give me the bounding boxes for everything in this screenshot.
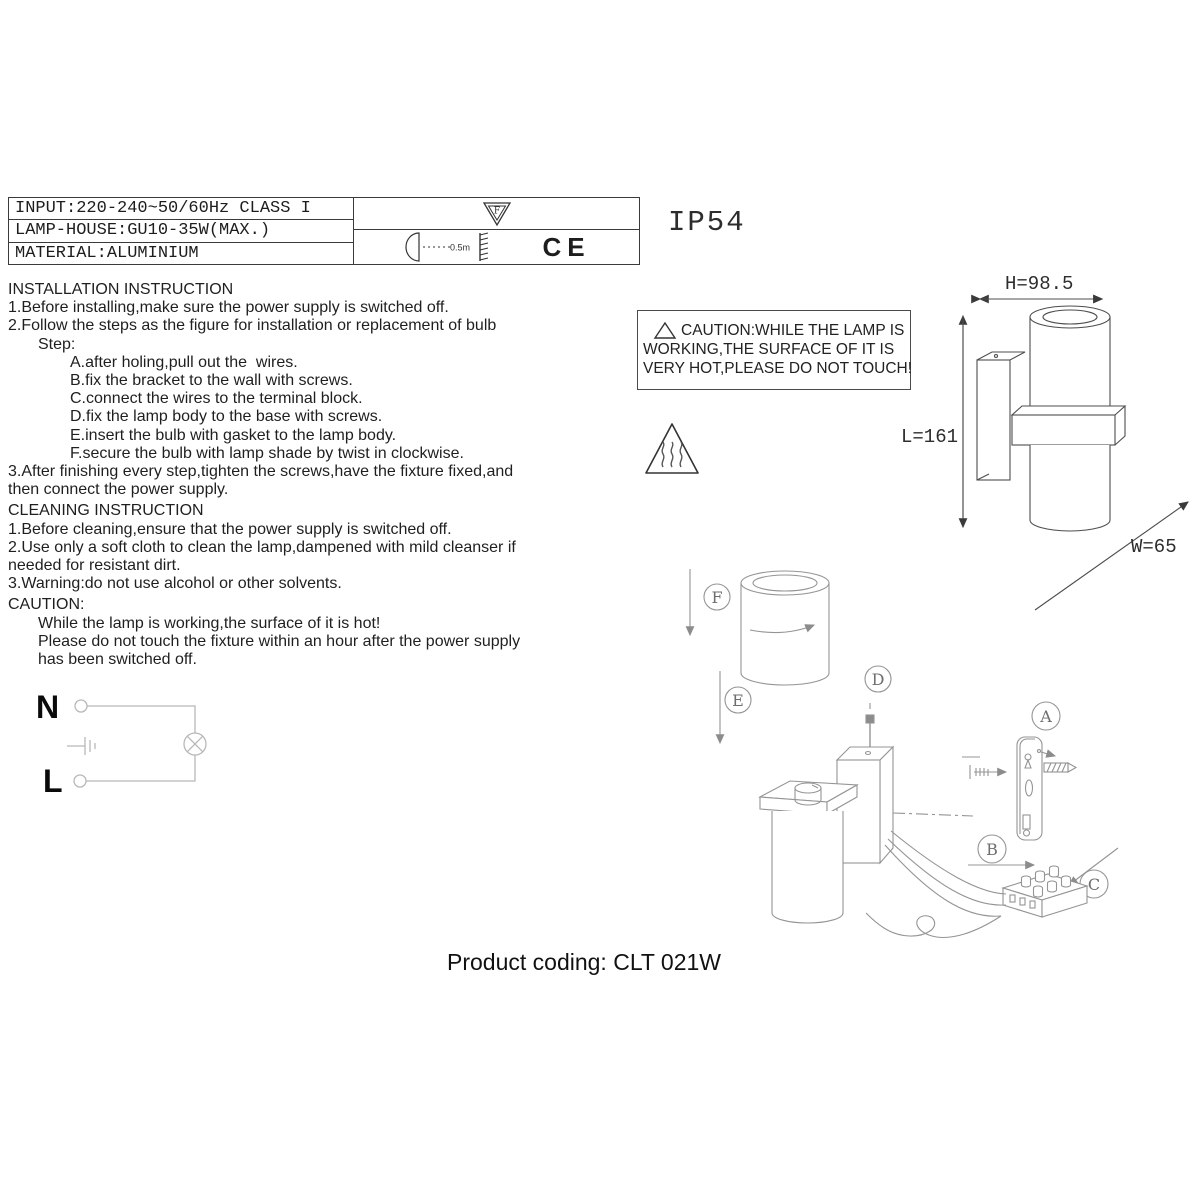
installation-title: INSTALLATION INSTRUCTION xyxy=(8,281,234,298)
instruction-line: 1.Before installing,make sure the power supply is switched off. xyxy=(8,299,449,317)
product-coding: Product coding: CLT 021W xyxy=(447,949,722,975)
lamp-body xyxy=(772,811,843,923)
ip-rating: IP54 xyxy=(668,206,746,239)
spec-cell-marks xyxy=(354,230,639,264)
exploded-assembly-diagram xyxy=(640,545,1200,960)
lamp-cylinder-top xyxy=(1030,306,1110,328)
wires xyxy=(866,831,1006,937)
instruction-line: C.connect the wires to the terminal block. xyxy=(70,390,363,408)
cleaning-title: CLEANING INSTRUCTION xyxy=(8,502,204,520)
f-mark-icon xyxy=(481,200,513,227)
terminal-block xyxy=(1003,866,1087,917)
spec-row-lamp-house xyxy=(9,220,353,242)
warning-triangle-icon xyxy=(654,321,676,340)
step-f-label: F xyxy=(711,588,723,607)
spec-row-input xyxy=(9,198,353,220)
dim-width: W=65 xyxy=(1131,536,1177,558)
instruction-line: Please do not touch the fixture within an hour after the power supply xyxy=(38,632,521,650)
instruction-line: D.fix the lamp body to the base with screws. xyxy=(70,408,383,426)
step-e-label: E xyxy=(732,691,744,710)
instruction-line: A.after holing,pull out the wires. xyxy=(70,353,298,371)
caution-box-line: CAUTION:WHILE THE LAMP IS xyxy=(638,321,910,340)
instructions-block xyxy=(8,281,658,669)
instruction-line: Step: xyxy=(38,335,76,353)
caution-box-line: WORKING,THE SURFACE OF IT IS xyxy=(643,341,895,358)
spec-material-value: MATERIAL:ALUMINIUM xyxy=(15,243,199,263)
bracket-band xyxy=(1012,415,1115,445)
instruction-line: 3.Warning:do not use alcohol or other solvents. xyxy=(8,575,342,593)
instruction-line: has been switched off. xyxy=(38,651,197,669)
instruction-line: needed for resistant dirt. xyxy=(8,557,181,575)
ce-mark-icon: CE xyxy=(542,231,591,262)
svg-text:0.5m: 0.5m xyxy=(450,242,471,253)
spec-table-right-column xyxy=(354,198,639,264)
svg-text:F: F xyxy=(493,206,500,217)
neutral-label: N xyxy=(36,689,60,725)
dim-height: H=98.5 xyxy=(1005,273,1074,295)
spec-cell-f-mark xyxy=(354,198,639,230)
instruction-line: While the lamp is working,the surface of it is hot! xyxy=(38,614,381,632)
instruction-line: E.insert the bulb with gasket to the lamp body. xyxy=(70,426,397,444)
step-a-label: A xyxy=(1040,707,1052,726)
dim-length: L=161 xyxy=(901,426,959,448)
spec-table xyxy=(8,197,640,265)
ground-symbol xyxy=(67,737,95,755)
caution-title: CAUTION: xyxy=(8,596,85,614)
instruction-line: 2.Use only a soft cloth to clean the lamp,dampened with mild cleanser if xyxy=(8,538,516,556)
step-b-label: B xyxy=(986,840,998,859)
instruction-line: B.fix the bracket to the wall with screws. xyxy=(70,372,353,390)
instruction-line: 2.Follow the steps as the figure for installation or replacement of bulb xyxy=(8,317,497,335)
spec-lamp-house-value: LAMP-HOUSE:GU10-35W(MAX.) xyxy=(15,221,271,241)
instruction-line: F.secure the bulb with lamp shade by twist in clockwise. xyxy=(70,444,464,462)
wall-plate xyxy=(977,352,1025,360)
step-c-label: C xyxy=(1087,875,1101,894)
instruction-line: 3.After finishing every step,tighten the screws,have the fixture fixed,and xyxy=(8,463,514,481)
instruction-line: then connect the power supply. xyxy=(8,481,229,499)
twist-arrow xyxy=(750,625,814,633)
instruction-line: 1.Before cleaning,ensure that the power supply is switched off. xyxy=(8,520,452,538)
wiring-diagram xyxy=(30,683,240,803)
step-d-label: D xyxy=(871,670,885,689)
caution-box xyxy=(637,310,911,390)
caution-box-line: VERY HOT,PLEASE DO NOT TOUCH! xyxy=(643,360,913,377)
live-label: L xyxy=(43,763,63,799)
spec-table-left-column xyxy=(9,198,354,264)
spec-input-value: INPUT:220-240~50/60Hz CLASS I xyxy=(15,199,311,219)
min-distance-icon xyxy=(402,230,502,264)
spec-row-material xyxy=(9,243,353,264)
hot-surface-icon xyxy=(641,419,703,479)
